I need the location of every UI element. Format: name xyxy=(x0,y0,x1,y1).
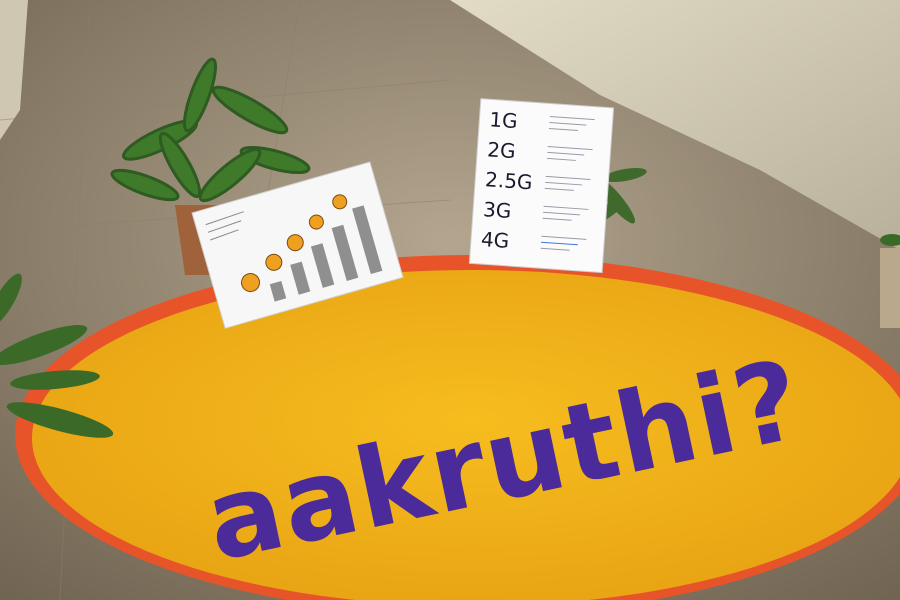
generation-label-3: 3G xyxy=(482,197,513,224)
generation-label-1: 2G xyxy=(486,137,517,164)
generation-label-0: 1G xyxy=(488,107,519,134)
rangoli-text: aakruthi? xyxy=(195,335,814,586)
potted-plant-edge xyxy=(880,234,900,328)
generation-label-2: 2.5G xyxy=(484,167,534,195)
generation-label-4: 4G xyxy=(480,227,511,253)
generations-card xyxy=(469,99,613,273)
